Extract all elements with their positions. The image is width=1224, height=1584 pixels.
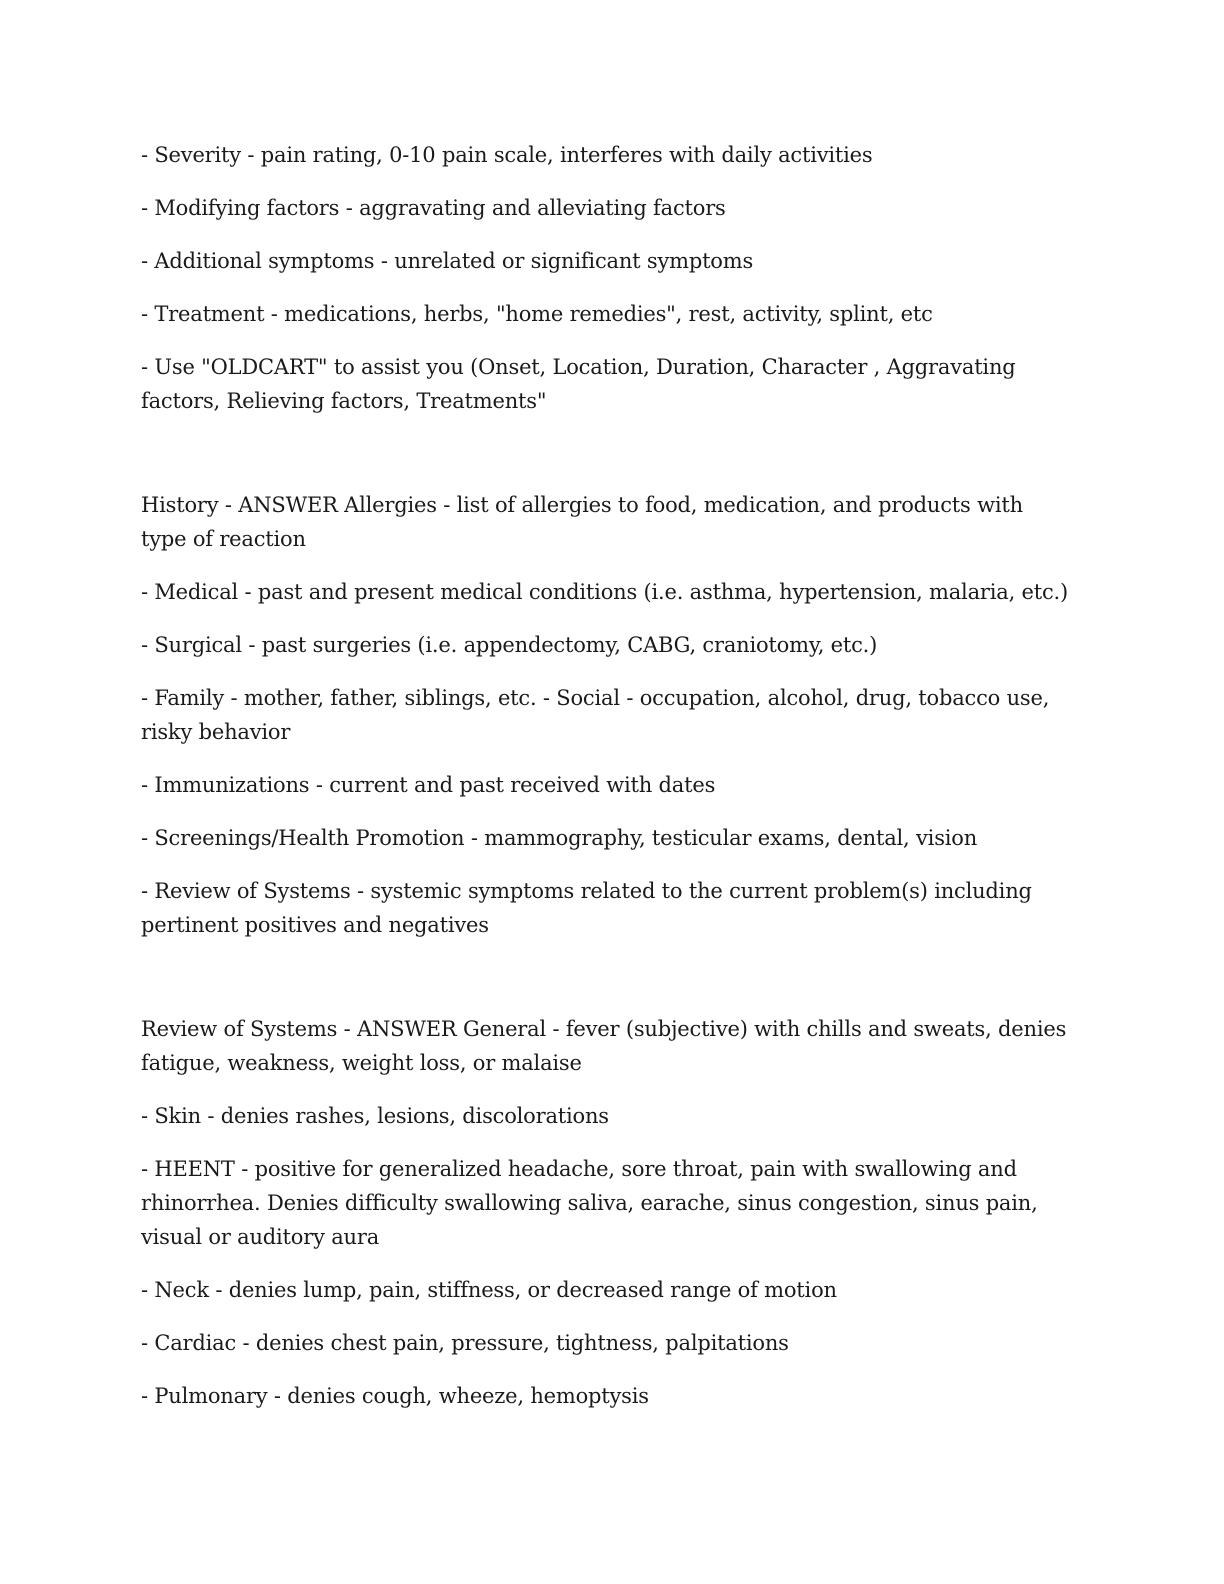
paragraph-skin: - Skin - denies rashes, lesions, discolorations (141, 1104, 609, 1128)
document-page (141, 138, 1071, 1413)
section-review-of-systems (141, 1012, 1071, 1413)
section-history (141, 488, 1071, 942)
paragraph-screenings: - Screenings/Health Promotion - mammography, testicular exams, dental, vision (141, 826, 978, 850)
paragraph-family-social: - Family - mother, father, siblings, etc. - Social - occupation, alcohol, drug, tobacco use, risky behavior (141, 686, 1050, 744)
paragraph-treatment: - Treatment - medications, herbs, "home remedies", rest, activity, splint, etc (141, 302, 933, 326)
paragraph-heent: - HEENT - positive for generalized headache, sore throat, pain with swallowing and rhinorrhea. Denies difficulty swallowing saliva, earache, sinus congestion, sinus pain, visual or auditory aura (141, 1157, 1038, 1249)
paragraph-immunizations: - Immunizations - current and past received with dates (141, 773, 716, 797)
paragraph-severity: - Severity - pain rating, 0-10 pain scale, interferes with daily activities (141, 143, 873, 167)
paragraph-surgical: - Surgical - past surgeries (i.e. appendectomy, CABG, craniotomy, etc.) (141, 633, 878, 657)
section-symptom-assessment (141, 138, 1071, 418)
paragraph-modifying-factors: - Modifying factors - aggravating and alleviating factors (141, 196, 726, 220)
paragraph-oldcart: - Use "OLDCART" to assist you (Onset, Location, Duration, Character , Aggravating factors, Relieving factors, Treatments" (141, 355, 1016, 413)
paragraph-neck: - Neck - denies lump, pain, stiffness, or decreased range of motion (141, 1278, 837, 1302)
paragraph-cardiac: - Cardiac - denies chest pain, pressure, tightness, palpitations (141, 1331, 789, 1355)
paragraph-medical: - Medical - past and present medical conditions (i.e. asthma, hypertension, malaria, etc.) (141, 580, 1069, 604)
paragraph-additional-symptoms: - Additional symptoms - unrelated or significant symptoms (141, 249, 754, 273)
paragraph-ros-general: Review of Systems - ANSWER General - fever (subjective) with chills and sweats, denies fatigue, weakness, weight loss, or malaise (141, 1017, 1067, 1075)
paragraph-pulmonary: - Pulmonary - denies cough, wheeze, hemoptysis (141, 1384, 649, 1408)
paragraph-history-allergies: History - ANSWER Allergies - list of allergies to food, medication, and products with type of reaction (141, 493, 1023, 551)
paragraph-review-of-systems: - Review of Systems - systemic symptoms related to the current problem(s) including pertinent positives and negatives (141, 879, 1032, 937)
